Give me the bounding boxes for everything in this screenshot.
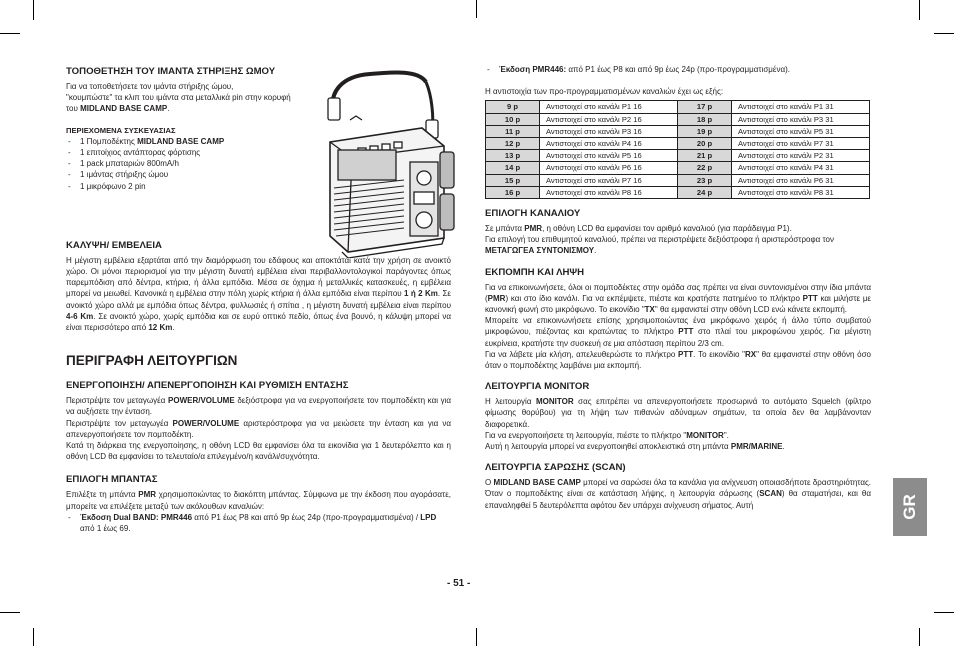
table-row — [486, 113, 870, 125]
txrx-text-2: Μπορείτε να επικοινωνήσετε επίσης χρησιμοποιώντας ένα μικρόφωνο χειρός ή άλλο τύπο συμβατού μικροφώνου, πιέζοντας και κρατώντας το πλήκτρο PTT στο πλαί του μικροφώνου χειρός. Για μέγιστη ευκρίνεια, κρατήστε την συσκευή σε μια απόσταση περίπου 2/3 cm. — [485, 316, 871, 348]
left-column — [66, 66, 451, 534]
table-cell-channel: 20 p — [678, 138, 732, 150]
crop-mark — [0, 612, 20, 613]
table-cell-mapping: Αντιστοιχεί στο κανάλι P5 31 — [732, 125, 870, 137]
version-list — [485, 64, 871, 75]
table-cell-channel: 13 p — [486, 150, 540, 162]
channel-text-2: Για επιλογή του επιθυμητού καναλιού, πρέπει να περιστρέψετε δεξιόστροφα ή αριστερόστροφα τον ΜΕΤΑΓΩΓΕΑ ΣΥΝΤΟΝΙΣΜΟΥ. — [485, 235, 834, 256]
table-cell-mapping: Αντιστοιχεί στο κανάλι P8 16 — [540, 186, 678, 198]
table-cell-channel: 14 p — [486, 162, 540, 174]
table-cell-mapping: Αντιστοιχεί στο κανάλι P6 31 — [732, 174, 870, 186]
table-intro: Η αντιστοιχία των προ-προγραμματισμένων καναλιών έχει ως εξής: — [485, 87, 724, 97]
strap-text-2: "κουμπώστε" τα κλιπ του ιμάντα στα μεταλλικά pin στην κορυφή — [66, 93, 291, 103]
monitor-text-3: Αυτή η λειτουργία μπορεί να ενεργοποιηθεί αποκλειστικά στη μπάντα PMR/MARINE. — [485, 442, 785, 452]
table-cell-channel: 11 p — [486, 125, 540, 137]
list-item: - 1 pack μπαταριών 800mA/h — [66, 158, 318, 169]
table-cell-channel: 9 p — [486, 101, 540, 113]
power-text-1: Περιστρέψτε τον μεταγωγέα POWER/VOLUME δεξιόστροφα για να ενεργοποιήσετε τον πομποδέκτη και για να αυξήσετε την ένταση. — [66, 396, 452, 417]
table-cell-channel: 21 p — [678, 150, 732, 162]
table-row — [486, 186, 870, 198]
channel-table — [485, 100, 870, 199]
coverage-text: Η μέγιστη εμβέλεια εξαρτάται από την διαμόρφωση του εδάφους και αποκτάται κατά την χρήση σε ανοικτό χώρο. Οι μόνοι περιορισμοί για την μέγιστη δυνατή εμβέλεια είναι περιβαλλοντολογικοί παράγοντες όπως παρεμπόδιση από δέντρα, κτήρια, ή άλλα εμπόδια. Μέσα σε όχημα ή μεταλλικές κατασκευές, η εμβέλεια μπορεί να μειωθεί. Κανονικά η εμβέλεια στην πόλη χωρίς κτήρια ή άλλα εμπόδια είναι περίπου 1 ή 2 Km. Σε ανοικτό χώρο αλλά με εμπόδια όπως δέντρα, φυλλωσιές ή σπίτια , η μέγιστη δυνατή εμβέλεια είναι περίπου 4-6 Km. Σε ανοικτό χώρο, χωρίς εμπόδια και σε ευρύ οπτικό πεδίο, όπως ένα βουνό, η κάλυψη μπορεί να είναι περισσότερο από 12 Km. — [66, 255, 451, 333]
table-row — [486, 150, 870, 162]
crop-mark — [476, 0, 477, 18]
table-cell-mapping: Αντιστοιχεί στο κανάλι P6 16 — [540, 162, 678, 174]
list-item: - Έκδοση Dual BAND: PMR446 από P1 έως P8 και από 9p έως 24p (προ-προγραμματισμένα) / LPD από 1 έως 69. — [66, 512, 451, 534]
crop-mark — [0, 33, 20, 34]
heading-monitor: ΛΕΙΤΟΥΡΓΙΑ MONITOR — [485, 381, 590, 393]
heading-band: ΕΠΙΛΟΓΗ ΜΠΑΝΤΑΣ — [66, 474, 158, 486]
table-cell-mapping: Αντιστοιχεί στο κανάλι P3 31 — [732, 113, 870, 125]
table-cell-mapping: Αντιστοιχεί στο κανάλι P1 31 — [732, 101, 870, 113]
crop-mark — [934, 33, 954, 34]
table-cell-channel: 15 p — [486, 174, 540, 186]
table-cell-mapping: Αντιστοιχεί στο κανάλι P4 31 — [732, 162, 870, 174]
table-cell-mapping: Αντιστοιχεί στο κανάλι P1 16 — [540, 101, 678, 113]
list-item: - 1 Πομποδέκτης MIDLAND BASE CAMP — [66, 136, 318, 147]
crop-mark — [33, 0, 34, 20]
table-cell-channel: 17 p — [678, 101, 732, 113]
table-cell-mapping: Αντιστοιχεί στο κανάλι P3 16 — [540, 125, 678, 137]
contents-list — [66, 136, 318, 192]
table-row — [486, 162, 870, 174]
table-cell-channel: 19 p — [678, 125, 732, 137]
table-cell-mapping: Αντιστοιχεί στο κανάλι P2 16 — [540, 113, 678, 125]
right-column — [485, 64, 871, 511]
monitor-text-2: Για να ενεργοποιήσετε τη λειτουργία, πιέστε το πλήκτρο "MONITOR". — [485, 430, 729, 440]
table-cell-mapping: Αντιστοιχεί στο κανάλι P5 16 — [540, 150, 678, 162]
table-cell-mapping: Αντιστοιχεί στο κανάλι P2 31 — [732, 150, 870, 162]
monitor-text-1: Η λειτουργία MONITOR σας επιτρέπει να απενεργοποιήσετε προσωρινά το αυτόματο Squelch (φίλτρο φίμωσης θορύβου) για τη λήψη των πιθανών αδύναμων σημάτων, τα οποία δεν θα λαμβάνονταν διαφορετικά. — [485, 397, 872, 429]
heading-strap: ΤΟΠΟΘΕΤΗΣΗ ΤΟΥ ΙΜΑΝΤΑ ΣΤΗΡΙΞΗΣ ΩΜΟΥ — [66, 66, 276, 77]
table-cell-mapping: Αντιστοιχεί στο κανάλι P7 16 — [540, 174, 678, 186]
list-item: - 1 επιτοίχιος αντάπτορας φόρτισης — [66, 147, 318, 158]
table-row — [486, 174, 870, 186]
table-cell-mapping: Αντιστοιχεί στο κανάλι P4 16 — [540, 138, 678, 150]
crop-mark — [919, 0, 920, 20]
table-cell-channel: 18 p — [678, 113, 732, 125]
heading-power: ΕΝΕΡΓΟΠΟΙΗΣΗ/ ΑΠΕΝΕΡΓΟΠΟΙΗΣΗ ΚΑΙ ΡΥΘΜΙΣΗ ΕΝΤΑΣΗΣ — [66, 380, 349, 392]
language-tab — [893, 478, 927, 536]
band-list — [66, 512, 451, 534]
scan-text: Ο MIDLAND BASE CAMP μπορεί να σαρώσει όλα τα κανάλια για ανίχνευση οποιασδήποτε δραστηριότητας. Όταν ο πομποδέκτης είναι σε κατάσταση λήψης, η λειτουργία σάρωσης (SCAN) θα σταματήσει, και θα επαναληφθεί 5 δευτερόλεπτα αφότου δεν υπάρχει ανίχνευση σήματος. Αυτή — [485, 478, 872, 510]
table-cell-channel: 10 p — [486, 113, 540, 125]
strap-text-1: Για να τοποθετήσετε τον ιμάντα στήριξης ώμου, — [66, 82, 234, 91]
table-cell-channel: 22 p — [678, 162, 732, 174]
power-text-3: Κατά τη διάρκεια της ενεργοποίησης, η οθόνη LCD θα εμφανίσει όλα τα εικονίδια για 1 δευτερόλεπτο και η οθόνη LCD θα εμφανίσει το τελευταίο/α επιλεγμένο/η κανάλι/συχνότητα. — [66, 441, 451, 462]
crop-mark — [919, 628, 920, 646]
txrx-text-1: Για να επικοινωνήσετε, όλοι οι πομποδέκτες στην ομάδα σας πρέπει να είναι συντονισμένοι στην ίδια μπάντα (PMR) και στο ίδιο κανάλι. Για να εκπέμψετε, πιέστε και κρατήστε πατημένο το πλήκτρο PTT και μιλήστε με κανονική φωνή στο μικρόφωνο. Το εικονίδιο "TX" θα εμφανιστεί στην οθόνη LCD ενώ κάνετε εκπομπή. — [485, 282, 872, 315]
page-number: - 51 - — [447, 578, 471, 589]
list-item: - 1 ιμάντας στήριξης ώμου — [66, 169, 318, 180]
table-row — [486, 138, 870, 150]
table-row — [486, 101, 870, 113]
list-item: - 1 μικρόφωνο 2 pin — [66, 181, 318, 192]
crop-mark — [33, 628, 34, 646]
heading-txrx: ΕΚΠΟΜΠΗ ΚΑΙ ΛΗΨΗ — [485, 266, 585, 278]
language-tab-label: GR — [900, 494, 919, 520]
heading-functions: ΠΕΡΙΓΡΑΦΗ ΛΕΙΤΟΥΡΓΙΩΝ — [66, 353, 238, 369]
table-cell-mapping: Αντιστοιχεί στο κανάλι P8 31 — [732, 186, 870, 198]
band-text-1: Επιλέξτε τη μπάντα PMR χρησιμοποιώντας το διακόπτη μπάντας. Σύμφωνα με την έκδοση που αγοράσατε, μπορείτε να επιλέξετε μεταξύ των ακόλουθων καναλιών: — [66, 490, 451, 511]
heading-scan: ΛΕΙΤΟΥΡΓΙΑ ΣΑΡΩΣΗΣ (SCAN) — [485, 462, 626, 474]
table-cell-channel: 12 p — [486, 138, 540, 150]
table-cell-channel: 24 p — [678, 186, 732, 198]
strap-text-3: του MIDLAND BASE CAMP. — [66, 104, 170, 114]
table-cell-mapping: Αντιστοιχεί στο κανάλι P7 31 — [732, 138, 870, 150]
heading-coverage: ΚΑΛΥΨΗ/ ΕΜΒΕΛΕΙΑ — [66, 239, 162, 251]
power-text-2: Περιστρέψτε τον μεταγωγέα POWER/VOLUME αριστερόστροφα για να μειώσετε την ένταση και για να απενεργοποιήσετε τον πομποδέκτη. — [66, 418, 451, 439]
channel-text-1: Σε μπάντα PMR, η οθόνη LCD θα εμφανίσει τον αριθμό καναλιού (για παράδειγμα P1). — [485, 224, 792, 234]
txrx-text-3: Για να λάβετε μία κλήση, απελευθερώστε το πλήκτρο PTT. Το εικονίδιο "RX" θα εμφανιστεί στην οθόνη όσο όταν ο πομποδέκτης λαμβάνει μια εκπομπή. — [485, 349, 871, 371]
crop-mark — [934, 612, 954, 613]
table-cell-channel: 16 p — [486, 186, 540, 198]
heading-contents: ΠΕΡΙΕΧΟΜΕΝΑ ΣΥΣΚΕΥΑΣΙΑΣ — [66, 125, 176, 135]
crop-mark — [476, 628, 477, 646]
list-item: - Έκδοση PMR446: από P1 έως P8 και από 9p έως 24p (προ-προγραμματισμένα). — [485, 64, 871, 75]
table-row — [486, 125, 870, 137]
table-cell-channel: 23 p — [678, 174, 732, 186]
heading-channel: ΕΠΙΛΟΓΗ ΚΑΝΑΛΙΟΥ — [485, 208, 581, 220]
